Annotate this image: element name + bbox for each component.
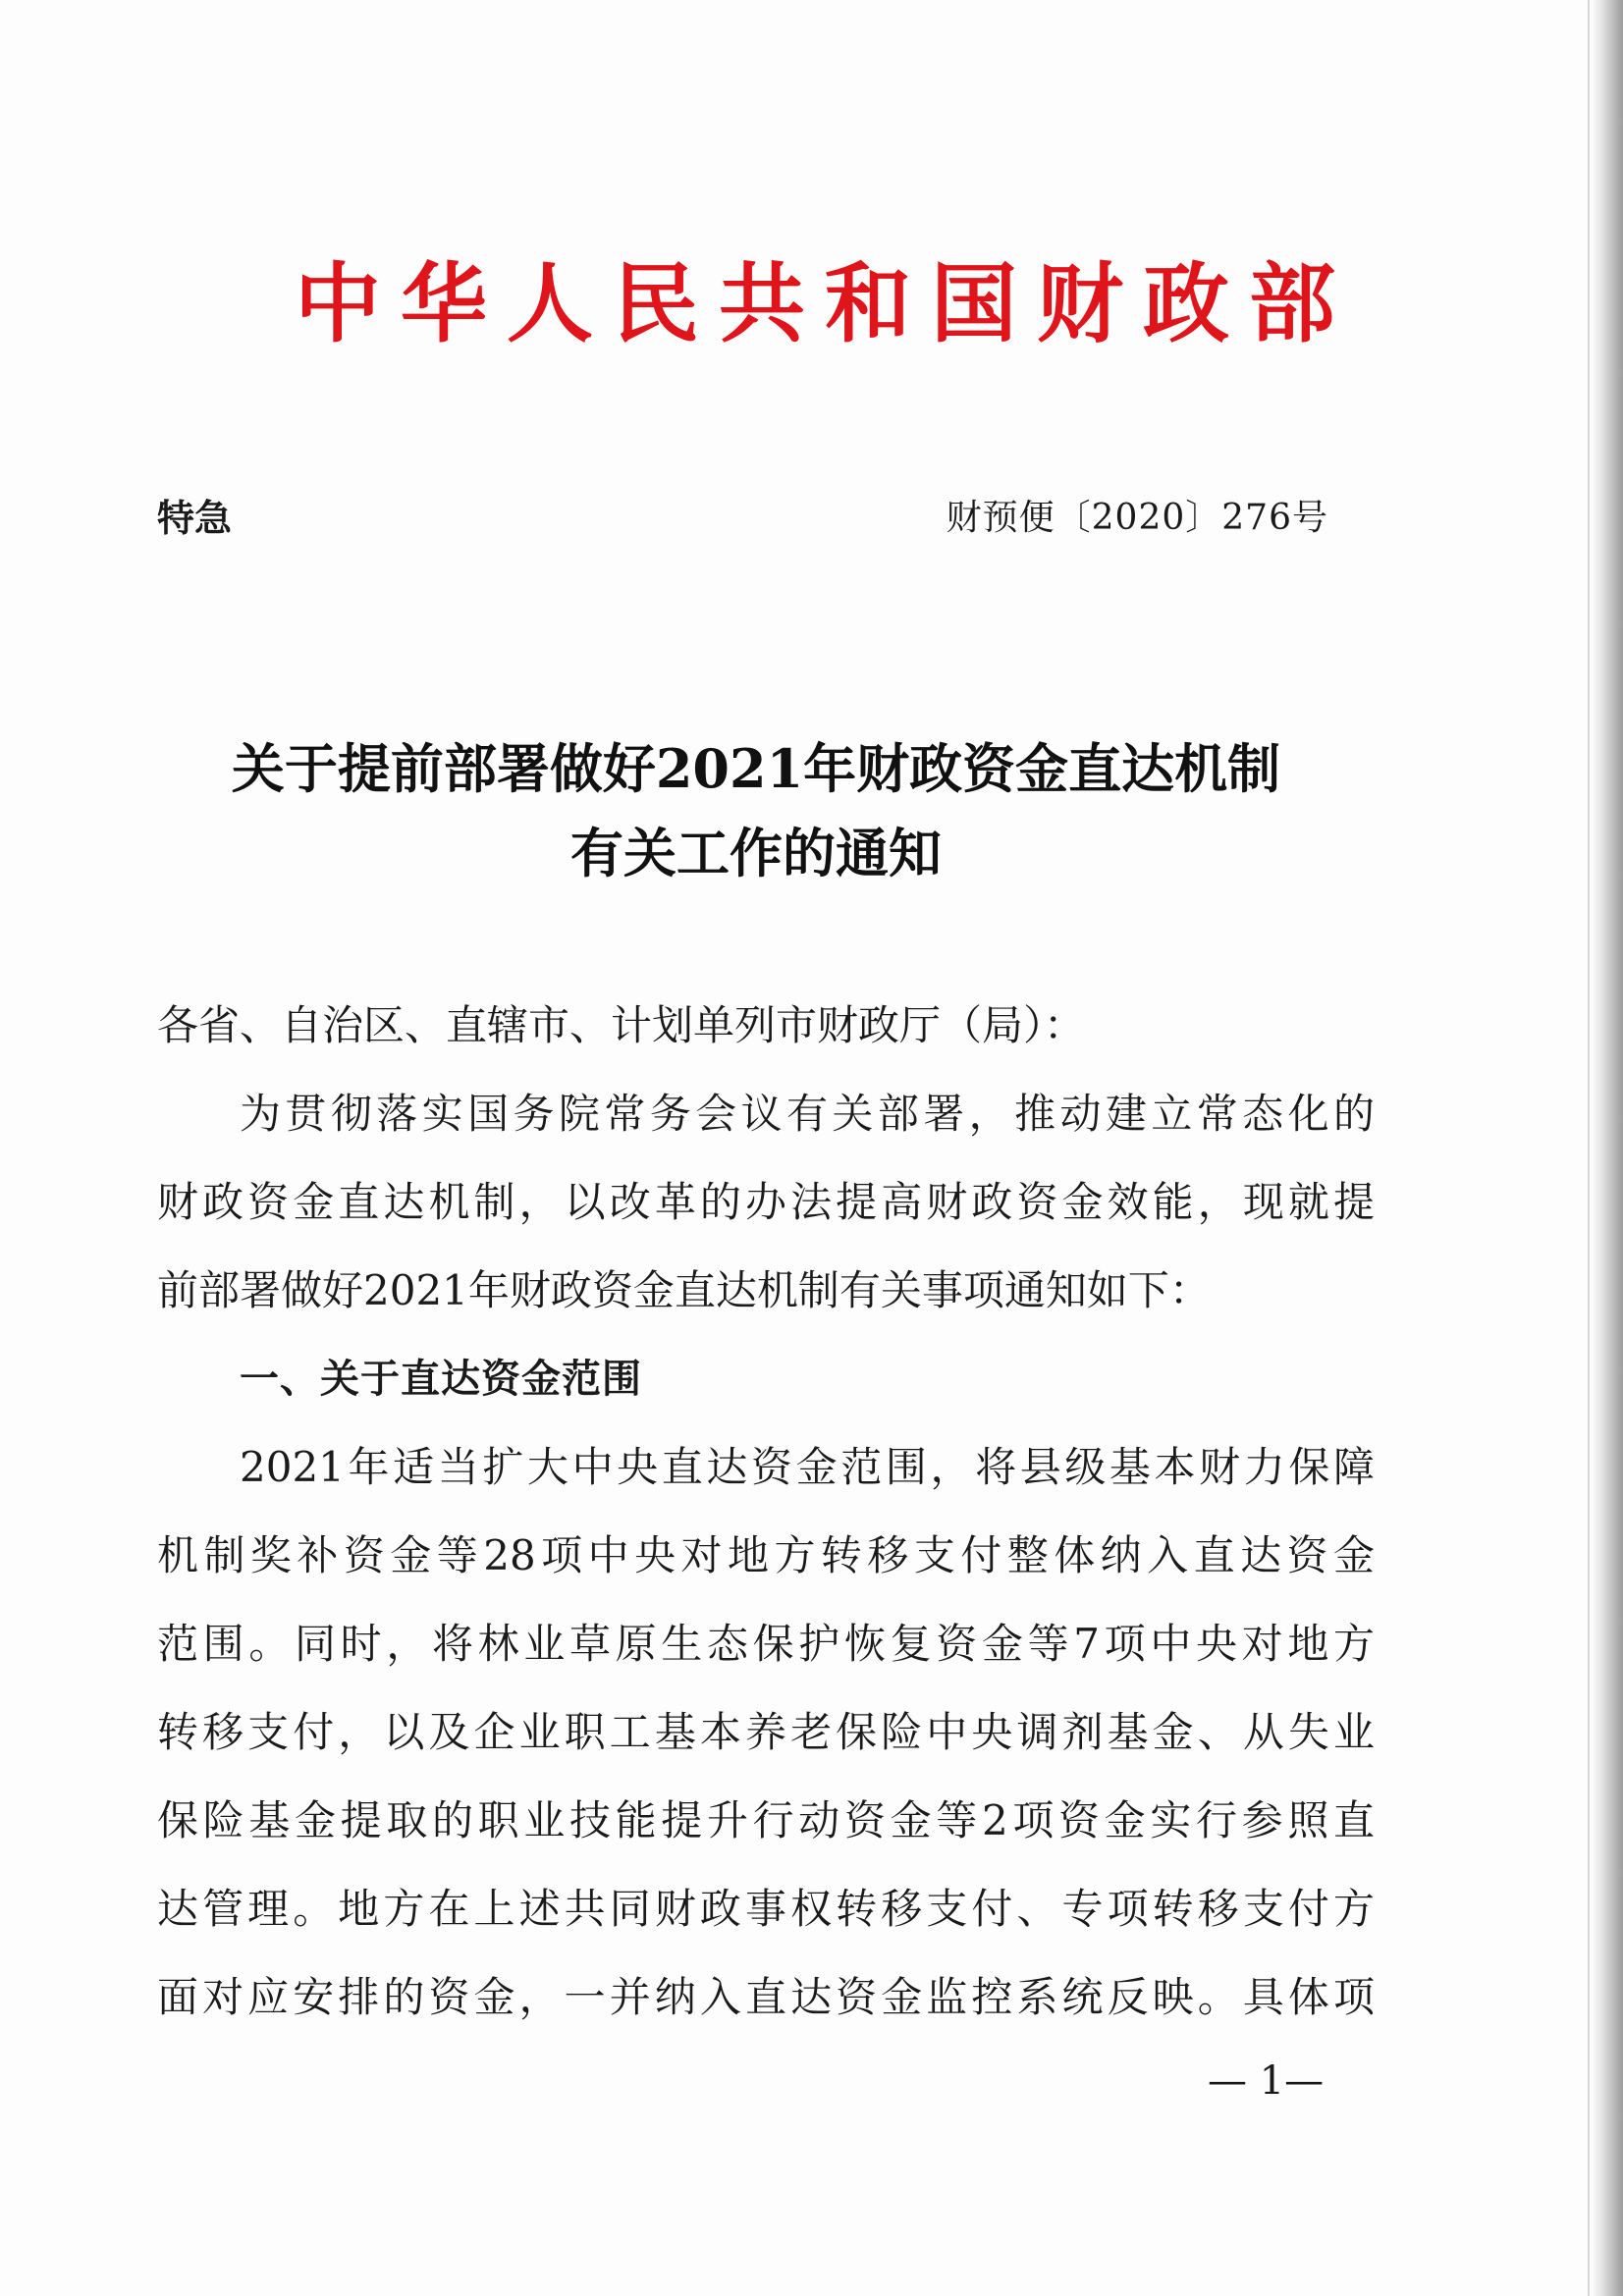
paragraph-1-line-2: 财政资金直达机制，以改革的办法提高财政资金效能，现就提 [157, 1178, 1375, 1226]
paragraph-2-line-2: 机制奖补资金等28项中央对地方转移支付整体纳入直达资金 [157, 1531, 1375, 1579]
paragraph-1-line-3: 前部署做好2021年财政资金直达机制有关事项通知如下： [157, 1266, 1211, 1314]
paragraph-2-line-5: 保险基金提取的职业技能提升行动资金等2项资金实行参照直 [157, 1796, 1375, 1844]
scan-edge-shadow [1590, 0, 1623, 2296]
document-body [157, 982, 1375, 2042]
paragraph-2-line-4: 转移支付，以及企业职工基本养老保险中央调剂基金、从失业 [157, 1708, 1375, 1756]
issuing-organization: 中华人民共和国财政部 [295, 253, 1356, 354]
paragraph-1-line-1: 为贯彻落实国务院常务会议有关部署，推动建立常态化的 [240, 1090, 1375, 1138]
paragraph-2-line-3: 范围。同时，将林业草原生态保护恢复资金等7项中央对地方 [157, 1620, 1375, 1668]
document-title [157, 726, 1355, 895]
paragraph-2-line-1: 2021年适当扩大中央直达资金范围，将县级基本财力保障 [240, 1443, 1375, 1491]
document-number: 财预便〔2020〕276号 [946, 498, 1328, 538]
urgency-label: 特急 [157, 497, 233, 540]
section-1-heading: 一、关于直达资金范围 [240, 1357, 642, 1402]
recipient-line: 各省、自治区、直辖市、计划单列市财政厅（局）： [157, 1001, 1086, 1049]
title-line-2: 有关工作的通知 [570, 822, 942, 884]
title-line-1: 关于提前部署做好2021年财政资金直达机制 [231, 737, 1281, 800]
paragraph-2-line-7: 面对应安排的资金，一并纳入直达资金监控系统反映。具体项 [157, 1973, 1375, 2021]
paragraph-2-line-6: 达管理。地方在上述共同财政事权转移支付、专项转移支付方 [157, 1885, 1375, 1933]
page-number: — 1— [1208, 2058, 1325, 2104]
